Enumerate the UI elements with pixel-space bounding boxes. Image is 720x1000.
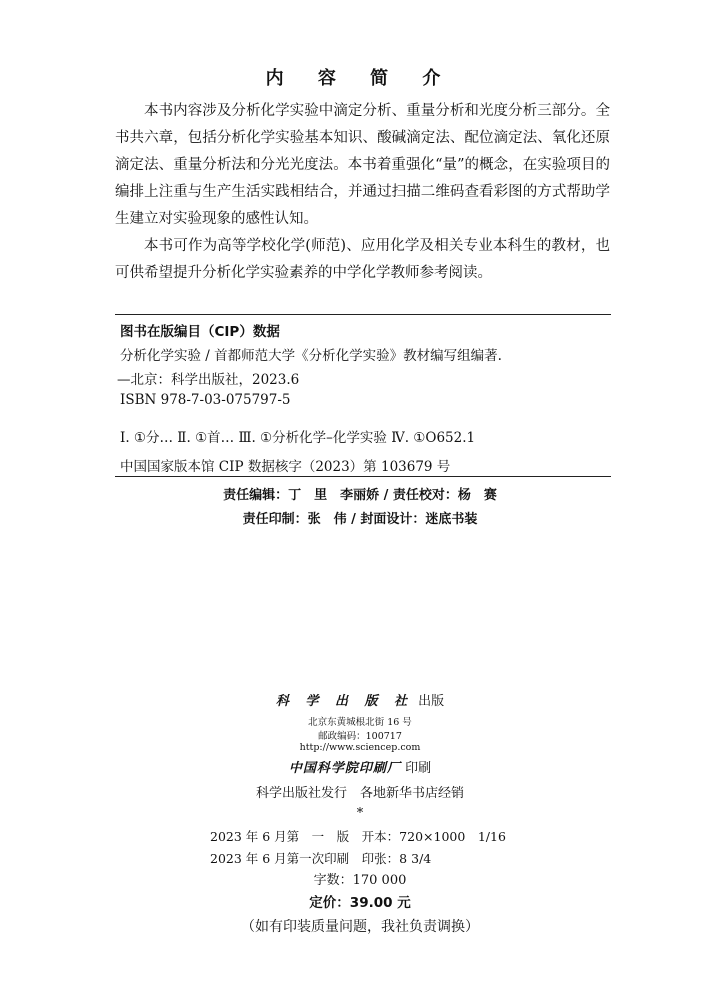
cip-record: 中国国家版本馆 CIP 数据核字（2023）第 103679 号 [120,459,451,475]
cip-classification: Ⅰ. ①分… Ⅱ. ①首… Ⅲ. ①分析化学–化学实验 Ⅳ. ①O652.1 [120,430,476,446]
publisher-line [0,690,720,709]
printer-line [0,757,720,776]
cip-isbn: ISBN 978-7-03-075797-5 [120,392,291,408]
publisher-website: http://www.sciencep.com [299,742,421,753]
printer-suffix: 印刷 [400,761,432,776]
summary-paragraph: 本书可作为高等学校化学(师范)、应用化学及相关专业本科生的教材，也可供希望提升分析化学实验素养的中学化学教师参考阅读。 [115,238,610,281]
printing-line: 2023 年 6 月第一次印刷 印张：8 3/4 [210,851,432,866]
edition-line: 2023 年 6 月第 一 版 开本：720×1000 1/16 [210,829,506,844]
cip-heading: 图书在版编目（CIP）数据 [120,324,280,340]
design-label: / 封面设计： [346,512,426,527]
cover-designer: 迷底书装 [425,512,478,527]
credits-line-2 [0,508,720,527]
editors: 丁 里 李丽娇 [288,488,380,503]
cip-top-rule [115,314,611,315]
cip-bottom-rule [115,476,611,477]
publisher-name: 科 学 出 版 社 [275,694,413,709]
price: 定价：39.00 元 [309,895,411,911]
printing-label: 责任印制： [242,512,308,527]
distribution-line: 科学出版社发行 各地新华书店经销 [255,786,464,801]
cip-title-line: 分析化学实验 / 首都师范大学《分析化学实验》教材编写组编著. [120,348,502,364]
summary-body [115,98,610,287]
word-count: 字数：170 000 [313,873,407,888]
credits-line-1 [0,484,720,503]
printer-name: 中国科学院印刷厂 [288,761,401,776]
summary-paragraph: 本书内容涉及分析化学实验中滴定分析、重量分析和光度分析三部分。全书共六章，包括分析化学实验基本知识、酸碱滴定法、配位滴定法、氧化还原滴定法、重量分析法和分光光度法。本书着重强化“量”的概念，在实验项目的编排上注重与生产生活实践相结合，并通过扫描二维码查看彩图的方式帮助学生建立对实验现象的感性认知。 [115,103,610,227]
publisher-suffix: 出版 [418,694,445,709]
publisher-address: 北京东黄城根北街 16 号 [308,717,412,728]
separator-star: * [356,806,364,821]
printing-manager: 张 伟 [307,512,347,527]
quality-notice: （如有印装质量问题，我社负责调换） [241,919,479,935]
proofreader-label: / 责任校对： [379,488,458,503]
publisher-postcode: 邮政编码：100717 [318,731,402,742]
summary-title: 内 容 简 介 [265,68,455,89]
editors-label: 责任编辑： [223,488,289,503]
cip-publication-line: —北京：科学出版社，2023.6 [117,372,300,388]
proofreader: 杨 赛 [457,488,497,503]
